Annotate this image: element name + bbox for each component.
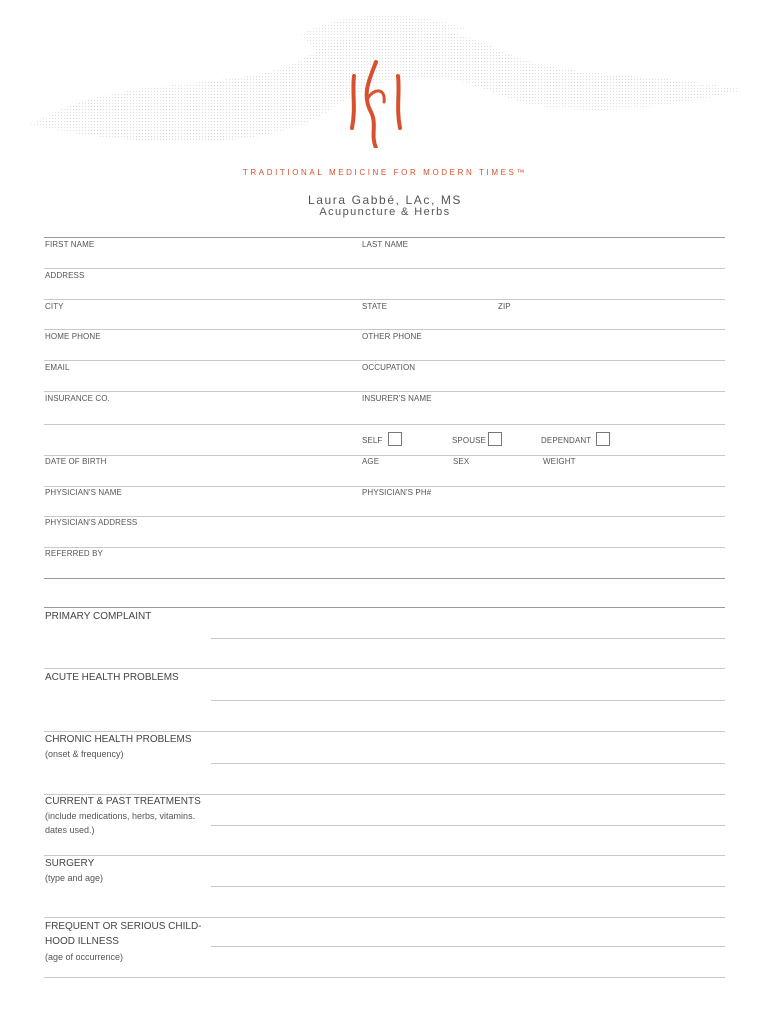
- occupation-field[interactable]: OCCUPATION: [362, 363, 416, 372]
- answer-line[interactable]: [211, 700, 725, 701]
- divider: [44, 424, 725, 425]
- current-past-treatments-note-2: dates used.): [45, 825, 95, 835]
- zip-field[interactable]: ZIP: [498, 302, 511, 311]
- practitioner-name: Laura Gabbé, LAc, MS: [307, 193, 463, 207]
- current-past-treatments-label: CURRENT & PAST TREATMENTS: [45, 796, 201, 807]
- divider: [44, 486, 725, 487]
- answer-line[interactable]: [211, 946, 725, 947]
- childhood-illness-note: (age of occurrence): [45, 952, 124, 962]
- dependant-checkbox[interactable]: [596, 432, 610, 446]
- divider: [44, 578, 725, 579]
- age-field[interactable]: AGE: [362, 457, 380, 466]
- answer-line[interactable]: [211, 825, 725, 826]
- divider: [44, 391, 725, 392]
- self-label: SELF: [362, 436, 383, 445]
- self-checkbox[interactable]: [388, 432, 402, 446]
- dependant-label: DEPENDANT: [541, 436, 592, 445]
- physicians-name-field[interactable]: PHYSICIAN'S NAME: [45, 488, 122, 497]
- divider: [44, 299, 725, 300]
- practitioner-subtitle: Acupuncture & Herbs: [319, 206, 451, 218]
- physicians-address-field[interactable]: PHYSICIAN'S ADDRESS: [45, 518, 138, 527]
- chronic-health-problems-label: CHRONIC HEALTH PROBLEMS: [45, 734, 192, 745]
- divider: [44, 329, 725, 330]
- divider: [44, 855, 725, 856]
- spouse-checkbox[interactable]: [488, 432, 502, 446]
- childhood-illness-label-line-2: HOOD ILLNESS: [45, 936, 119, 947]
- current-past-treatments-note-1: (include medications, herbs, vitamins.: [45, 811, 196, 821]
- weight-field[interactable]: WEIGHT: [543, 457, 576, 466]
- surgery-note: (type and age): [45, 873, 104, 883]
- divider: [44, 917, 725, 918]
- other-phone-field[interactable]: OTHER PHONE: [362, 332, 422, 341]
- divider: [44, 794, 725, 795]
- date-of-birth-field[interactable]: DATE OF BIRTH: [45, 457, 107, 466]
- acute-health-problems-label: ACUTE HEALTH PROBLEMS: [45, 672, 179, 683]
- address-field[interactable]: ADDRESS: [45, 271, 85, 280]
- email-field[interactable]: EMAIL: [45, 363, 70, 372]
- divider: [44, 547, 725, 548]
- divider: [44, 360, 725, 361]
- childhood-illness-label-line-1: FREQUENT OR SERIOUS CHILD-: [45, 921, 202, 932]
- chronic-health-problems-note: (onset & frequency): [45, 749, 124, 759]
- primary-complaint-label: PRIMARY COMPLAINT: [45, 611, 152, 622]
- divider: [44, 237, 725, 238]
- answer-line[interactable]: [211, 638, 725, 639]
- physicians-phone-field[interactable]: PHYSICIAN'S PH#: [362, 488, 432, 497]
- divider: [44, 455, 725, 456]
- answer-line[interactable]: [211, 886, 725, 887]
- city-field[interactable]: CITY: [45, 302, 64, 311]
- divider: [44, 977, 725, 978]
- divider: [44, 668, 725, 669]
- tagline: TRADITIONAL MEDICINE FOR MODERN TIMES™: [242, 168, 528, 177]
- last-name-field[interactable]: LAST NAME: [362, 240, 409, 249]
- divider: [44, 607, 725, 608]
- divider: [44, 516, 725, 517]
- referred-by-field[interactable]: REFERRED BY: [45, 549, 103, 558]
- spouse-label: SPOUSE: [452, 436, 486, 445]
- surgery-label: SURGERY: [45, 858, 95, 869]
- answer-line[interactable]: [211, 763, 725, 764]
- sex-field[interactable]: SEX: [453, 457, 470, 466]
- home-phone-field[interactable]: HOME PHONE: [45, 332, 101, 341]
- state-field[interactable]: STATE: [362, 302, 388, 311]
- divider: [44, 731, 725, 732]
- insurance-company-field[interactable]: INSURANCE CO.: [45, 394, 110, 403]
- first-name-field[interactable]: FIRST NAME: [45, 240, 95, 249]
- divider: [44, 268, 725, 269]
- acupuncture-logo-icon: [340, 58, 410, 148]
- insurers-name-field[interactable]: INSURER'S NAME: [362, 394, 432, 403]
